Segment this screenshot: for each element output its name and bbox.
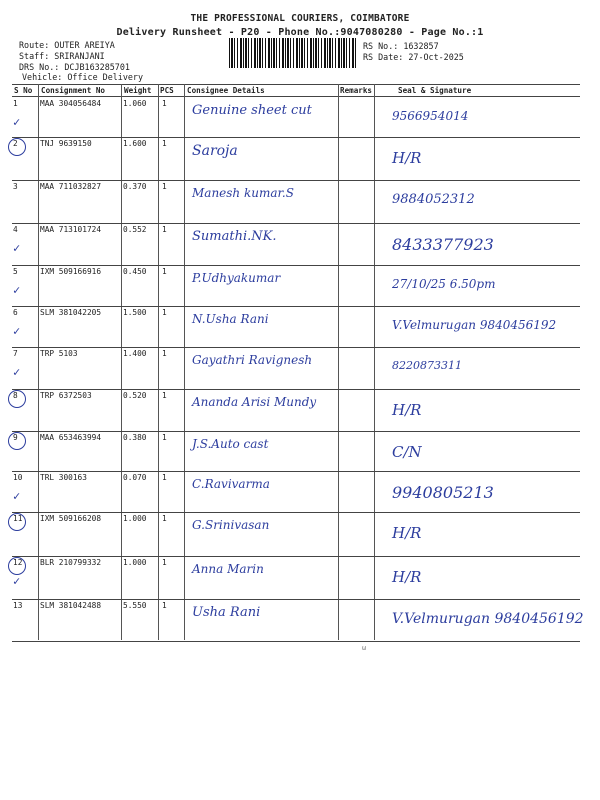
row-consignment-no: TRL 300163 bbox=[40, 473, 87, 482]
row-consignment-no: MAA 304056484 bbox=[40, 99, 102, 108]
vehicle-label: Vehicle: Office Delivery bbox=[22, 72, 144, 82]
row-consignee-handwritten: G.Srinivasan bbox=[192, 518, 270, 532]
row-pcs: 1 bbox=[162, 514, 167, 523]
row-weight: 0.070 bbox=[123, 473, 147, 482]
col-consignee: Consignee Details bbox=[187, 86, 265, 95]
tick-mark-icon: ✓ bbox=[13, 489, 21, 503]
row-signature-handwritten: H/R bbox=[392, 149, 422, 167]
row-consignment-no: MAA 713101724 bbox=[40, 225, 102, 234]
tick-mark-icon: ✓ bbox=[13, 574, 21, 588]
row-weight: 1.000 bbox=[123, 514, 147, 523]
row-consignee-handwritten: C.Ravivarma bbox=[192, 477, 270, 491]
row-consignment-no: TRP 6372503 bbox=[40, 391, 92, 400]
rs-number: RS No.: 1632857 bbox=[363, 41, 439, 51]
row-consignee-handwritten: Usha Rani bbox=[192, 605, 261, 620]
row-weight: 1.060 bbox=[123, 99, 147, 108]
row-pcs: 1 bbox=[162, 225, 167, 234]
row-signature-handwritten: C/N bbox=[392, 443, 422, 461]
row-signature-handwritten: 8220873311 bbox=[392, 359, 462, 372]
col-weight: Weight bbox=[124, 86, 152, 95]
row-pcs: 1 bbox=[162, 267, 167, 276]
row-sno: 4 bbox=[13, 225, 18, 234]
col-signature: Seal & Signature bbox=[398, 86, 472, 95]
row-signature-handwritten: H/R bbox=[392, 568, 422, 586]
tick-mark-icon: ✓ bbox=[13, 324, 21, 338]
circle-mark-icon bbox=[8, 432, 26, 450]
row-consignment-no: IXM 509166208 bbox=[40, 514, 102, 523]
drs-label: DRS No.: DCJB163285701 bbox=[19, 62, 130, 72]
row-consignment-no: TRP 5103 bbox=[40, 349, 78, 358]
row-pcs: 1 bbox=[162, 391, 167, 400]
row-consignee-handwritten: Genuine sheet cut bbox=[192, 103, 312, 118]
stray-mark: ω bbox=[362, 644, 367, 652]
row-consignee-handwritten: Sumathi.NK. bbox=[192, 229, 277, 244]
row-consignment-no: TNJ 9639150 bbox=[40, 139, 92, 148]
row-sno: 13 bbox=[13, 601, 23, 610]
row-sno: 11 bbox=[13, 514, 23, 523]
row-signature-handwritten: V.Velmurugan 9840456192 bbox=[392, 611, 584, 627]
row-consignee-handwritten: Gayathri Ravignesh bbox=[192, 353, 313, 367]
row-consignee-handwritten: N.Usha Rani bbox=[192, 312, 269, 326]
row-weight: 0.380 bbox=[123, 433, 147, 442]
row-sno: 7 bbox=[13, 349, 18, 358]
row-consignee-handwritten: Anna Marin bbox=[192, 562, 264, 576]
col-sno: S No bbox=[14, 86, 33, 95]
col-consignment: Consignment No bbox=[41, 86, 106, 95]
row-pcs: 1 bbox=[162, 99, 167, 108]
row-consignment-no: MAA 653463994 bbox=[40, 433, 102, 442]
row-signature-handwritten: V.Velmurugan 9840456192 bbox=[392, 318, 557, 332]
circle-mark-icon bbox=[8, 138, 26, 156]
staff-label: Staff: SRIRANJANI bbox=[19, 51, 105, 61]
row-sno: 2 bbox=[13, 139, 18, 148]
row-pcs: 1 bbox=[162, 601, 167, 610]
row-consignee-handwritten: Saroja bbox=[192, 143, 238, 159]
row-consignment-no: SLM 381042488 bbox=[40, 601, 102, 610]
row-sno: 1 bbox=[13, 99, 18, 108]
row-weight: 0.520 bbox=[123, 391, 147, 400]
row-consignment-no: MAA 711032827 bbox=[40, 182, 102, 191]
row-sno: 5 bbox=[13, 267, 18, 276]
row-sno: 10 bbox=[13, 473, 23, 482]
circle-mark-icon bbox=[8, 513, 26, 531]
row-signature-handwritten: 9566954014 bbox=[392, 109, 469, 123]
row-signature-handwritten: H/R bbox=[392, 524, 422, 542]
row-pcs: 1 bbox=[162, 558, 167, 567]
row-sno: 8 bbox=[13, 391, 18, 400]
row-sno: 9 bbox=[13, 433, 18, 442]
row-consignee-handwritten: J.S.Auto cast bbox=[192, 437, 269, 451]
row-sno: 3 bbox=[13, 182, 18, 191]
row-pcs: 1 bbox=[162, 139, 167, 148]
row-weight: 1.400 bbox=[123, 349, 147, 358]
row-consignee-handwritten: Ananda Arisi Mundy bbox=[192, 395, 317, 409]
barcode bbox=[229, 38, 357, 68]
tick-mark-icon: ✓ bbox=[13, 365, 21, 379]
row-weight: 1.600 bbox=[123, 139, 147, 148]
row-signature-handwritten: 9940805213 bbox=[392, 483, 494, 502]
row-signature-handwritten: 27/10/25 6.50pm bbox=[392, 277, 496, 291]
row-pcs: 1 bbox=[162, 182, 167, 191]
row-weight: 0.450 bbox=[123, 267, 147, 276]
row-consignee-handwritten: Manesh kumar.S bbox=[192, 186, 294, 200]
row-pcs: 1 bbox=[162, 308, 167, 317]
row-signature-handwritten: H/R bbox=[392, 401, 422, 419]
tick-mark-icon: ✓ bbox=[13, 241, 21, 255]
company-title: THE PROFESSIONAL COURIERS, COIMBATORE bbox=[190, 13, 410, 24]
row-consignment-no: SLM 381042205 bbox=[40, 308, 102, 317]
row-weight: 1.000 bbox=[123, 558, 147, 567]
route-label: Route: OUTER AREIYA bbox=[19, 40, 115, 50]
circle-mark-icon bbox=[8, 390, 26, 408]
runsheet-subtitle: Delivery Runsheet - P20 - Phone No.:9047080280 - Page No.:1 bbox=[116, 27, 484, 38]
row-consignee-handwritten: P.Udhyakumar bbox=[192, 271, 281, 285]
row-consignment-no: IXM 509166916 bbox=[40, 267, 102, 276]
row-weight: 5.550 bbox=[123, 601, 147, 610]
row-weight: 1.500 bbox=[123, 308, 147, 317]
row-pcs: 1 bbox=[162, 433, 167, 442]
row-sno: 6 bbox=[13, 308, 18, 317]
row-pcs: 1 bbox=[162, 349, 167, 358]
row-sno: 12 bbox=[13, 558, 23, 567]
row-signature-handwritten: 8433377923 bbox=[392, 235, 494, 254]
row-consignment-no: BLR 210799332 bbox=[40, 558, 102, 567]
rs-date: RS Date: 27-Oct-2025 bbox=[363, 52, 464, 62]
tick-mark-icon: ✓ bbox=[13, 115, 21, 129]
row-weight: 0.552 bbox=[123, 225, 147, 234]
circle-mark-icon bbox=[8, 557, 26, 575]
col-remarks: Remarks bbox=[340, 86, 373, 95]
col-pcs: PCS bbox=[160, 86, 174, 95]
row-signature-handwritten: 9884052312 bbox=[392, 192, 475, 207]
tick-mark-icon: ✓ bbox=[13, 283, 21, 297]
row-pcs: 1 bbox=[162, 473, 167, 482]
row-weight: 0.370 bbox=[123, 182, 147, 191]
